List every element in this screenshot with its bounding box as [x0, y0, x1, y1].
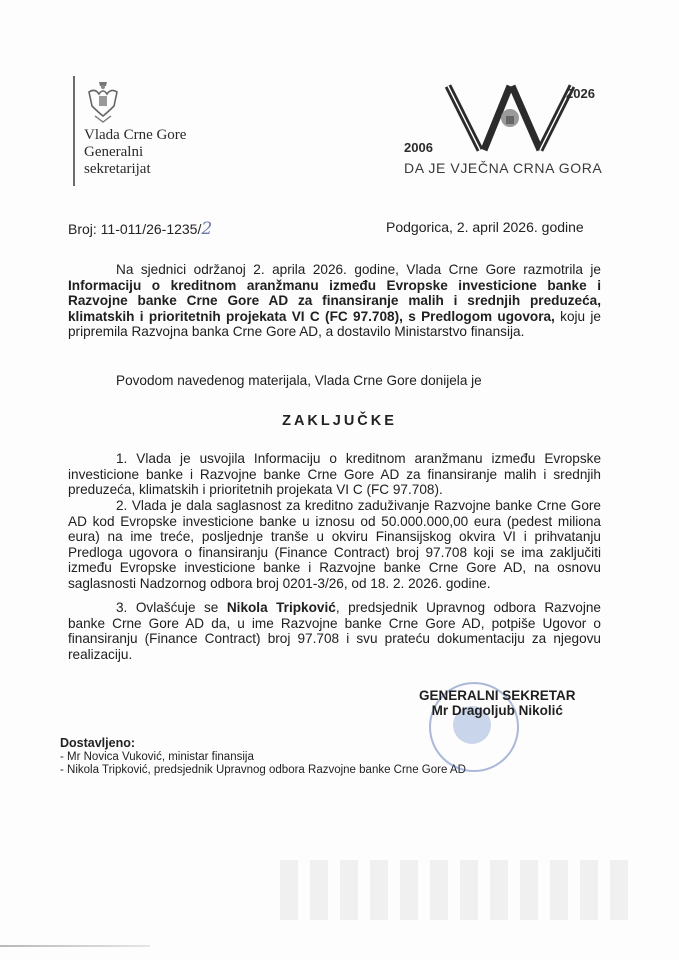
logo-year-end: 2026 — [566, 86, 595, 101]
logo-year-start: 2006 — [404, 140, 433, 155]
signature-block — [419, 688, 576, 718]
logo-motto: DA JE VJEČNA CRNA GORA — [404, 160, 603, 176]
intro-lead: Na sjednici održanoj 2. aprila 2026. godine, Vlada Crne Gore razmotrila je — [116, 262, 601, 277]
distribution-title: Dostavljeno: — [60, 736, 136, 750]
page-edge-line — [0, 945, 150, 947]
place-and-date: Podgorica, 2. april 2026. godine — [386, 219, 584, 235]
org-line: Vlada Crne Gore — [84, 127, 187, 143]
intro-paragraph — [68, 262, 601, 340]
xx-anniversary-logo — [440, 84, 580, 154]
conclusion-item-1: 1. Vlada je usvojila Informaciju o kreditnom aranžmanu između Evropske investicione banke i Razvojne banke Crne Gore AD za finansiranje malih i srednjih preduzeća, klimatskih i prioritetnih projekata VI C (FC 97.708). — [68, 451, 601, 498]
distribution-list — [60, 737, 466, 778]
signatory-title: GENERALNI SEKRETAR — [419, 688, 576, 703]
org-line: Generalni — [84, 144, 144, 160]
header-divider — [73, 76, 75, 186]
conclusion-3-lead: 3. Ovlašćuje se — [116, 600, 227, 615]
intro-tail: koju je pripremila Razvojna banka Crne Gore AD, a dostavilo Ministarstvo finansija. — [68, 308, 601, 340]
distribution-item: - Nikola Tripković, predsjednik Upravnog odbora Razvojne banke Crne Gore AD — [60, 764, 466, 776]
reference-number — [68, 219, 212, 239]
authorized-person: Nikola Tripković — [226, 600, 336, 615]
bleed-through-shadow — [280, 860, 640, 920]
conclusion-item-3 — [68, 600, 601, 662]
reference-number-text: Broj: 11-011/26-1235/ — [68, 221, 202, 237]
conclusions-heading: ZAKLJUČKE — [282, 413, 397, 429]
organization-name — [84, 127, 186, 178]
intro-second-paragraph: Povodom navedenog materijala, Vlada Crne Gore donijela je — [116, 373, 482, 388]
handwritten-suffix: 2 — [201, 219, 213, 239]
conclusion-item-2: 2. Vlada je dala saglasnost za kreditno zaduživanje Razvojne banke Crne Gore AD kod Evropske investicione banke u iznosu od 50.000.000,00 eura (pedest miliona eura) na ime treće, posljednje tranše u okviru Finansijskog okvira VI i prihvatanju Predloga ugovora o finansiranju (Finance Contract) broj 97.708 koji se ima zaključiti između Evropske investicione banke i Razvojne banke Crne Gore AD, na osnovu saglasnosti Nadzornog odbora broj 0201-3/26, od 18. 2. 2026. godine. — [68, 498, 601, 591]
distribution-item: - Mr Novica Vuković, ministar finansija — [60, 750, 254, 763]
intro-subject: Informaciju o kreditnom aranžmanu između Evropske investicione banke i Razvojne banke Crne Gore AD za finansiranje malih i srednjih preduzeća, klimatskih i prioritetnih projekata VI C (FC 97.708), s Predlogom ugovora, — [68, 277, 601, 324]
signatory-name: Mr Dragoljub Nikolić — [431, 703, 563, 718]
org-line: sekretarijat — [84, 161, 151, 177]
coat-of-arms-icon — [85, 78, 121, 124]
conclusion-3-tail: , predsjednik Upravnog odbora Razvojne banke Crne Gore AD da, u ime Razvojne banke Crne Gore AD, potpiše Ugovor o finansiranju (Finance Contract) broj 97.708 i svu prateću dokumentaciju za njegovu realizaciju. — [68, 600, 601, 662]
